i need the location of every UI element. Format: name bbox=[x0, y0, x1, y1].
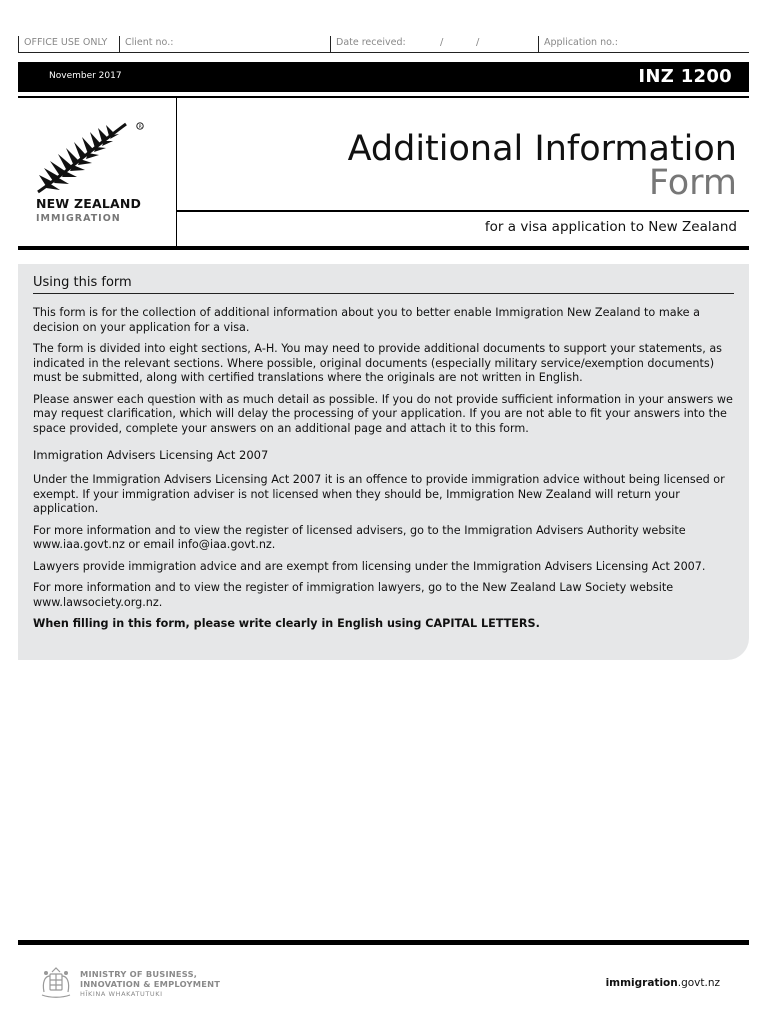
page-title: Additional Information bbox=[347, 129, 737, 169]
info-paragraph: For more information and to view the register of licensed advisers, go to the Immigration Advisers Authority website www.iaa.govt.nz or email info@iaa.govt.nz. bbox=[33, 523, 686, 551]
info-paragraph: For more information and to view the register of immigration lawyers, go to the New Zealand Law Society website www.lawsociety.org.nz. bbox=[33, 581, 674, 609]
silver-fern-icon bbox=[18, 120, 148, 196]
info-paragraph: Lawyers provide immigration advice and are exempt from licensing under the Immigration Advisers Licensing Act 2007. bbox=[33, 559, 706, 573]
ministry-line: MINISTRY OF BUSINESS, bbox=[80, 969, 198, 979]
page-subtitle: for a visa application to New Zealand bbox=[484, 219, 737, 235]
footer-divider bbox=[18, 940, 749, 945]
section-heading: Using this form bbox=[33, 275, 734, 294]
divider bbox=[176, 96, 177, 249]
capital-letters-instruction: When filling in this form, please write clearly in English using CAPITAL LETTERS. bbox=[33, 617, 540, 630]
divider bbox=[18, 96, 749, 98]
ministry-maori-name: HĪKINA WHAKATUTUKI bbox=[80, 990, 163, 998]
header-bar bbox=[18, 62, 749, 92]
application-number-field: Application no.: bbox=[538, 36, 618, 52]
nz-coat-of-arms-icon bbox=[38, 966, 74, 1000]
office-use-label: OFFICE USE ONLY bbox=[18, 36, 107, 52]
form-date: November 2017 bbox=[49, 71, 122, 81]
form-code: INZ 1200 bbox=[638, 66, 732, 87]
info-paragraph: This form is for the collection of additional information about you to better enable Immigration New Zealand to make a decision on your application for a visa. bbox=[33, 306, 700, 334]
date-received-field bbox=[330, 36, 406, 52]
date-separator: / bbox=[440, 37, 444, 48]
website-link[interactable] bbox=[606, 977, 720, 989]
ministry-name bbox=[80, 969, 220, 999]
website-domain-bold: immigration bbox=[605, 977, 678, 989]
office-use-strip bbox=[18, 36, 749, 53]
page-title-form: Form bbox=[648, 163, 737, 203]
website-domain-rest: .govt.nz bbox=[677, 977, 720, 989]
svg-text:R: R bbox=[138, 125, 142, 130]
date-received-label: Date received: bbox=[336, 37, 406, 48]
nz-immigration-logo bbox=[18, 120, 148, 230]
ministry-line: INNOVATION & EMPLOYMENT bbox=[80, 979, 221, 989]
date-separator: / bbox=[476, 37, 480, 48]
client-number-field: Client no.: bbox=[119, 36, 173, 52]
divider bbox=[176, 210, 749, 212]
logo-subword: IMMIGRATION bbox=[36, 213, 121, 224]
divider bbox=[18, 246, 749, 250]
info-paragraph: Under the Immigration Advisers Licensing Act 2007 it is an offence to provide immigration advice without being licensed or exempt. If your immigration adviser is not licensed when they should be, Immigration New Zealand will return your application. bbox=[33, 473, 725, 515]
info-paragraph: Please answer each question with as much detail as possible. If you do not provide sufficient information in your answers we may request clarification, which will delay the processing of your application. If you are not able to fit your answers into the space provided, complete your answers on an additional page and attach it to this form. bbox=[33, 392, 733, 435]
logo-wordmark: NEW ZEALAND bbox=[36, 196, 142, 211]
using-this-form-panel bbox=[18, 264, 749, 660]
subsection-heading: Immigration Advisers Licensing Act 2007 bbox=[33, 448, 269, 462]
info-paragraph: The form is divided into eight sections, A-H. You may need to provide additional documents to support your statements, as indicated in the relevant sections. Where possible, original documents (especially military service/exemption documents) must be submitted, along with certified translations where the originals are not written in English. bbox=[33, 342, 723, 384]
